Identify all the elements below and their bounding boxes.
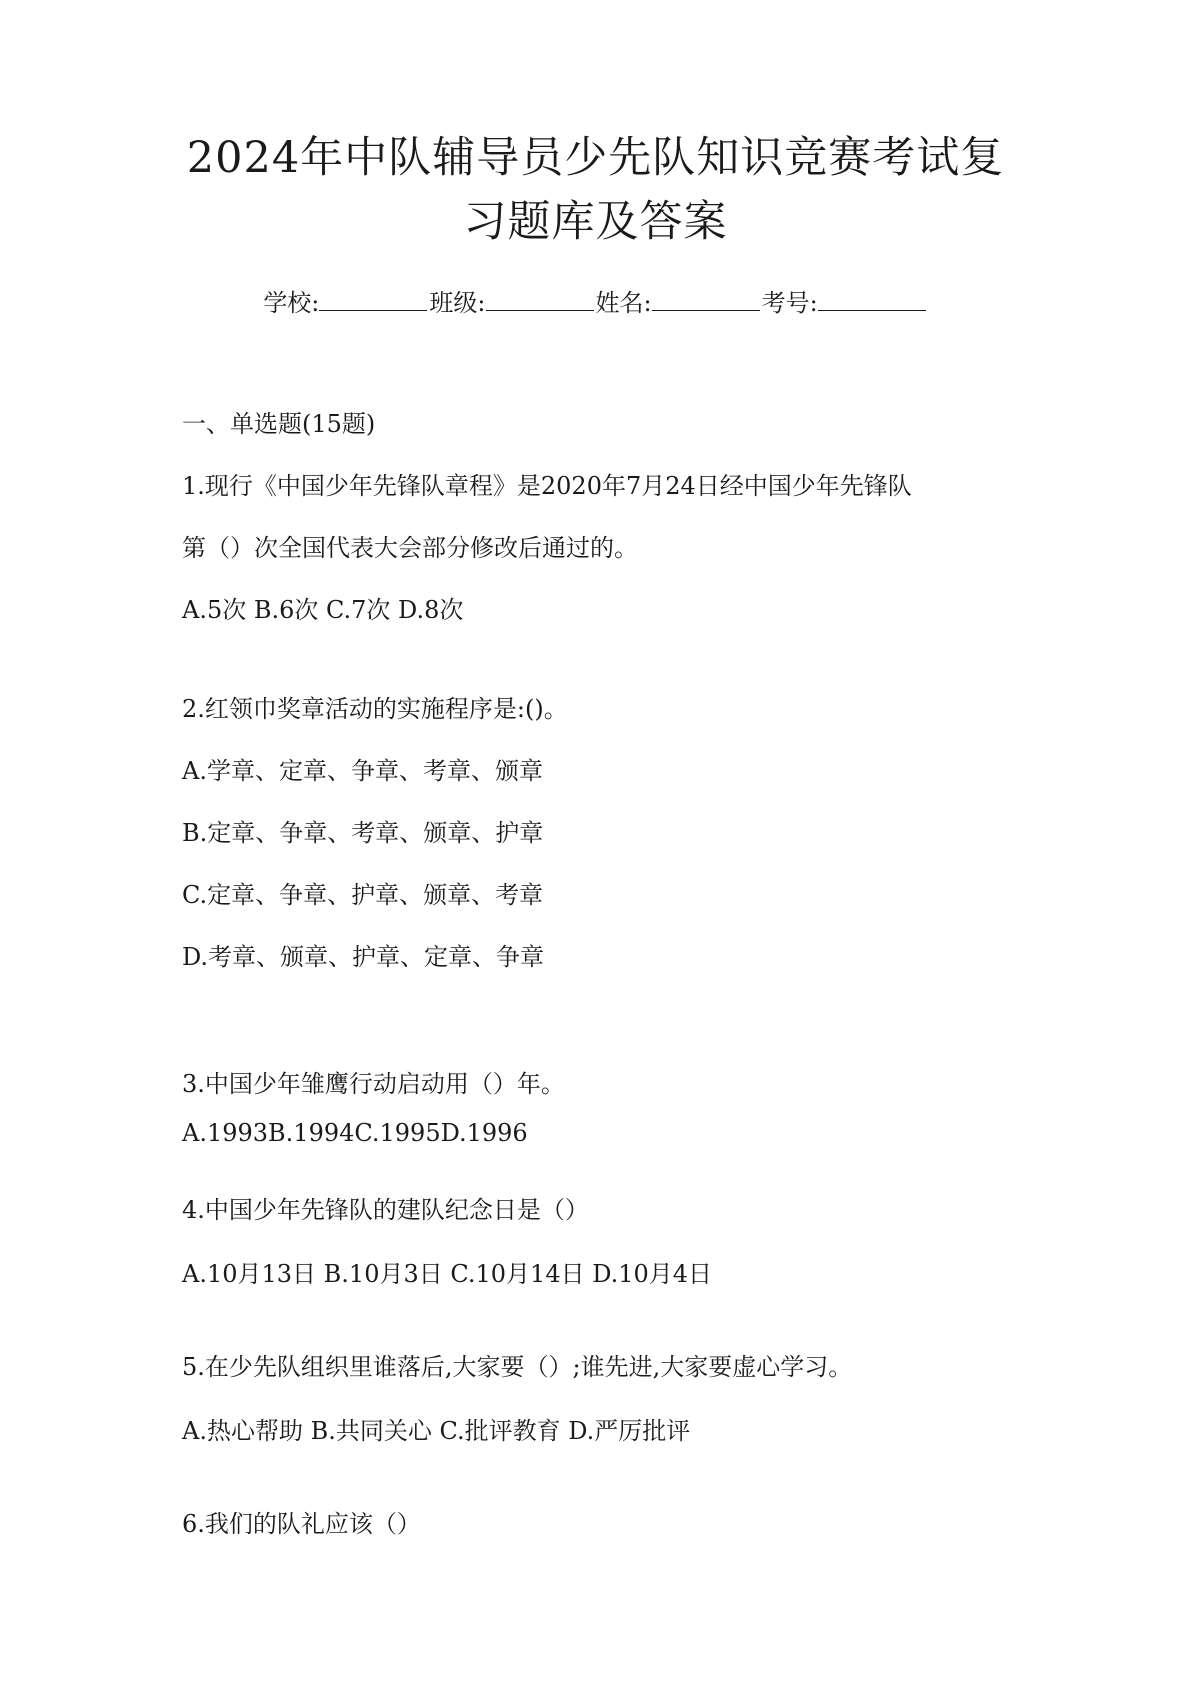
exam-number-label: 考号:: [761, 289, 818, 317]
question-2-stem: 2.红领巾奖章活动的实施程序是:()。: [182, 695, 568, 723]
exam-number-blank: [818, 290, 926, 311]
question-1-options: A.5次 B.6次 C.7次 D.8次: [182, 596, 464, 624]
question-1-stem-line-2: 第（）次全国代表大会部分修改后通过的。: [182, 534, 638, 562]
name-label: 姓名:: [595, 289, 652, 317]
question-3-stem: 3.中国少年雏鹰行动启动用（）年。: [182, 1070, 565, 1098]
class-label: 班级:: [429, 289, 486, 317]
section-heading: 一、单选题(15题): [182, 410, 376, 438]
question-5-options: A.热心帮助 B.共同关心 C.批评教育 D.严厉批评: [182, 1417, 691, 1445]
question-2-option-b: B.定章、争章、考章、颁章、护章: [182, 819, 544, 847]
class-blank: [486, 290, 594, 311]
question-1-stem-line-1: 1.现行《中国少年先锋队章程》是2020年7月24日经中国少年先锋队: [182, 472, 912, 500]
school-blank: [319, 290, 427, 311]
name-blank: [652, 290, 760, 311]
question-4-options: A.10月13日 B.10月3日 C.10月14日 D.10月4日: [182, 1260, 713, 1288]
question-4-stem: 4.中国少年先锋队的建队纪念日是（）: [182, 1196, 589, 1224]
question-3-options: A.1993B.1994C.1995D.1996: [182, 1119, 528, 1147]
document-title-line-2: 习题库及答案: [463, 197, 728, 247]
question-2-option-a: A.学章、定章、争章、考章、颁章: [182, 757, 543, 785]
question-2-option-d: D.考章、颁章、护章、定章、争章: [182, 943, 545, 971]
question-5-stem: 5.在少先队组织里谁落后,大家要（）;谁先进,大家要虚心学习。: [182, 1353, 853, 1381]
document-title-line-1: 2024年中队辅导员少先队知识竞赛考试复: [186, 133, 1005, 183]
student-info-line: [0, 283, 1191, 318]
question-6-stem: 6.我们的队礼应该（）: [182, 1510, 421, 1538]
question-2-option-c: C.定章、争章、护章、颁章、考章: [182, 881, 544, 909]
school-label: 学校:: [263, 289, 320, 317]
